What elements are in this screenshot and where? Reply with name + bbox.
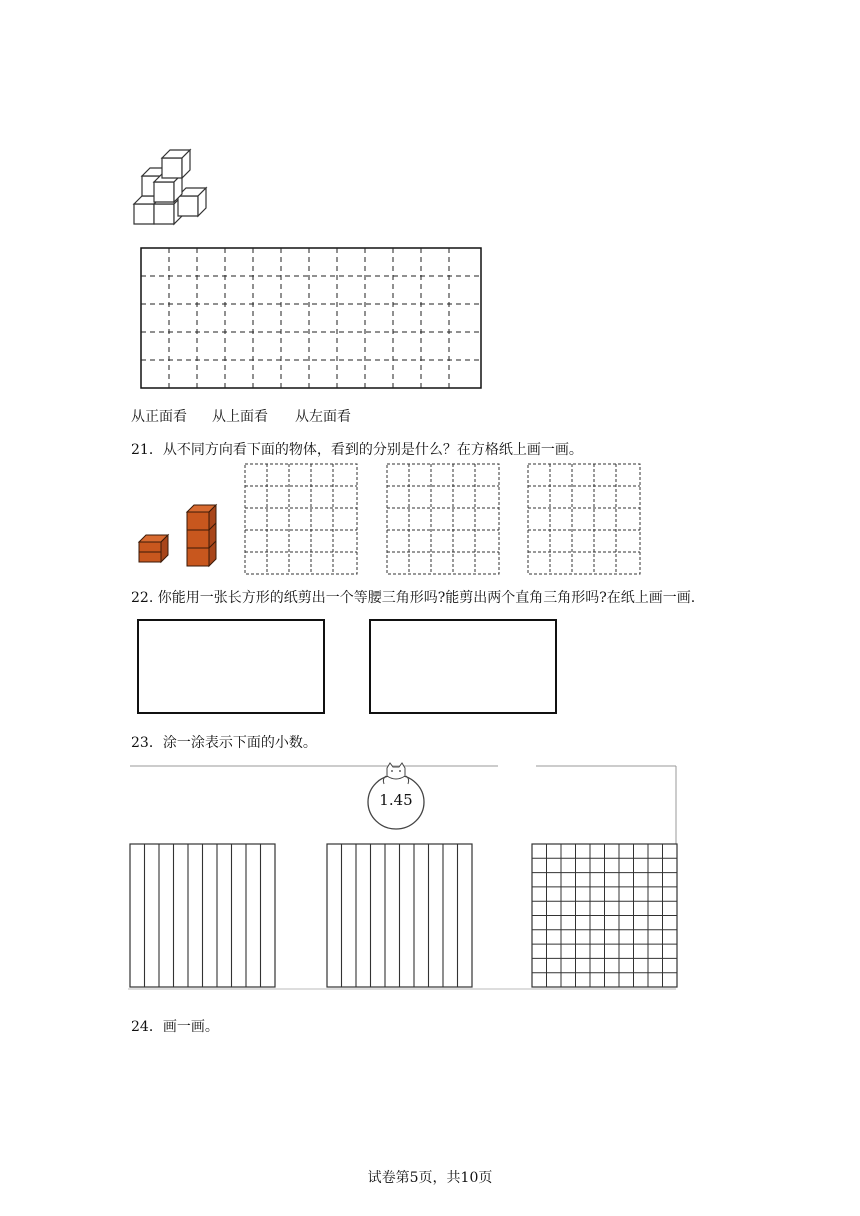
orange-cubes-figure xyxy=(136,496,220,568)
question-23-text: 23．涂一涂表示下面的小数。 xyxy=(131,735,317,751)
dashed-grid-view-2[interactable] xyxy=(386,463,500,575)
page-footer: 试卷第5页，共10页 xyxy=(367,1170,493,1186)
view-label-top: 从上面看 xyxy=(212,409,268,425)
rectangle-paper-2[interactable] xyxy=(369,619,557,714)
dashed-grid-view-1[interactable] xyxy=(244,463,358,575)
question-22-text: 22. 你能用一张长方形的纸剪出一个等腰三角形吗?能剪出两个直角三角形吗?在纸上画一画. xyxy=(131,590,696,606)
dashed-grid-view-3[interactable] xyxy=(527,463,641,575)
dashed-grid-large[interactable] xyxy=(140,247,482,389)
rectangle-paper-1[interactable] xyxy=(137,619,325,714)
cube-stack-figure xyxy=(130,146,212,226)
tenths-strips-1[interactable] xyxy=(129,843,277,989)
hundredths-grid[interactable] xyxy=(531,843,679,989)
tenths-strips-2[interactable] xyxy=(326,843,474,989)
question-21-text: 21．从不同方向看下面的物体，看到的分别是什么？在方格纸上画一画。 xyxy=(131,442,583,458)
view-label-left: 从左面看 xyxy=(295,409,351,425)
decimal-value: 1.45 xyxy=(379,791,413,809)
view-label-front: 从正面看 xyxy=(131,409,187,425)
question-24-text: 24．画一画。 xyxy=(131,1019,219,1035)
